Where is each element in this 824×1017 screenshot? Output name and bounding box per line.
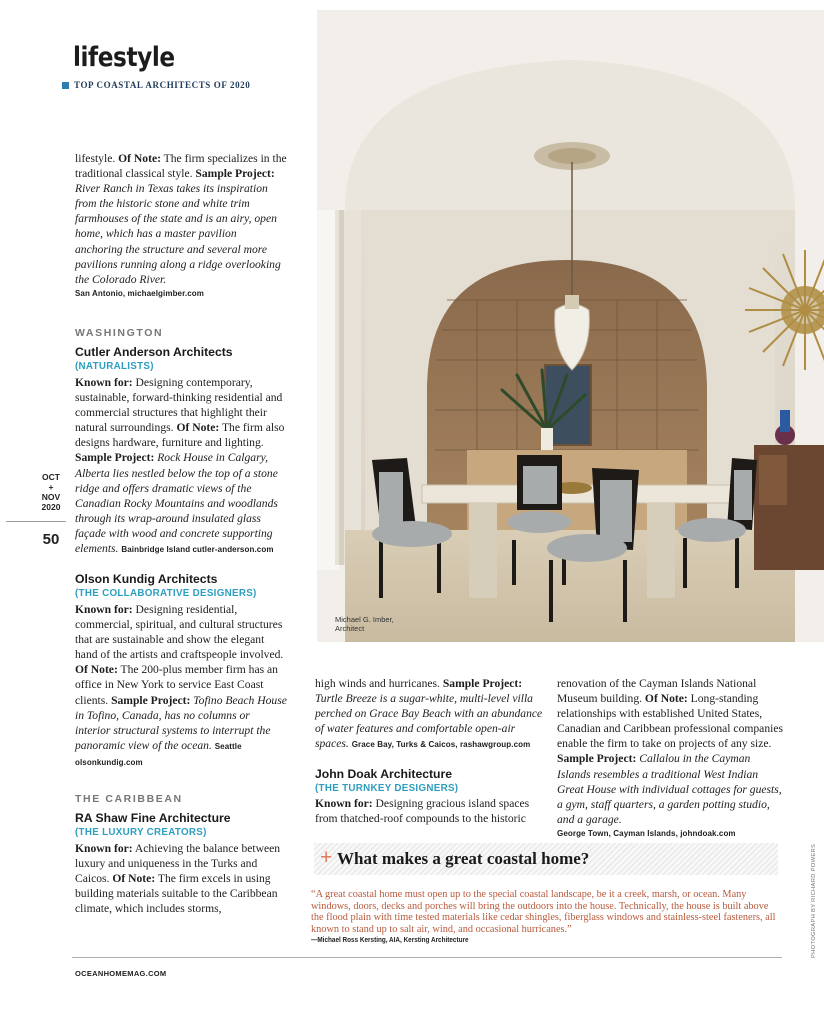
intro-paragraph xyxy=(75,151,287,287)
firm-body-olson xyxy=(75,602,287,770)
section-subtitle-row xyxy=(62,79,250,91)
note-label: Of Note: xyxy=(644,692,688,706)
firm-name-rashaw: RA Shaw Fine Architecture xyxy=(75,810,231,825)
firm-body-doak xyxy=(315,796,543,826)
intro-note-text: The firm specializes in the traditional classical style. xyxy=(75,152,287,181)
project-text: Rock House in Calgary, Alberta lies nestled below the top of a stone ridge and offers dramatic views of the Canadian Rocky Mountains and woodlands through its wrap-around insulated glass façade with wood and concrete supporting elements. xyxy=(75,451,278,555)
note-label: Of Note: xyxy=(75,663,118,677)
continued-text: renovation of the Cayman Islands National Museum building. xyxy=(557,677,757,706)
known-text: Designing residential, commercial, spiritual, and cultural structures that are sustainable and show the elegant hand of the artists and craftspeople involved. xyxy=(75,602,284,662)
note-text: The firm excels in using building materials suitable to the Caribbean climate, which includes storms, xyxy=(75,872,278,916)
project-text: Callalou in the Cayman Islands resembles a traditional West Indian Great House with individual cottages for guests, a gym, staff quarters, a garden potting studio, and a garage. xyxy=(557,752,782,826)
known-label: Known for: xyxy=(315,797,373,811)
folio-date xyxy=(36,472,66,512)
folio-plus: + xyxy=(48,482,54,492)
known-text: Designing gracious island spaces from thatched-roof compounds to the historic xyxy=(315,797,530,826)
footer-url: OCEANHOMEMAG.COM xyxy=(75,969,167,978)
dining-room-illustration xyxy=(317,10,824,642)
firm-tag-doak: (THE TURNKEY DESIGNERS) xyxy=(315,783,459,795)
photo-caption-line-1: Michael G. Imber, xyxy=(335,615,394,624)
firm-tag-olson: (THE COLLABORATIVE DESIGNERS) xyxy=(75,587,257,599)
photo-credit-vertical: PHOTOGRAPH BY RICHARD POWERS xyxy=(811,843,817,958)
project-label: Sample Project: xyxy=(442,677,523,690)
folio-month-1: OCT xyxy=(42,472,60,482)
firm-location-doak: George Town, Cayman Islands, johndoak.com xyxy=(557,828,736,838)
known-text: Achieving the balance between luxury and uniqueness in the Turks and Caicos. xyxy=(75,841,281,886)
project-label: Sample Project: xyxy=(75,451,155,465)
callout-quote-author: —Michael Ross Kersting, AIA, Kersting Architecture xyxy=(311,935,469,944)
project-label: Sample Project: xyxy=(557,752,637,766)
firm-name-doak: John Doak Architecture xyxy=(315,767,453,782)
plus-icon: + xyxy=(320,846,333,869)
intro-project-text: River Ranch in Texas takes its inspiration from the historic stone and white trim farmhouses of the state and is an airy, open home, which has a master pavilion anchoring the structure and several more pavilions running along a ridge overlooking the Colorado River. xyxy=(75,182,281,286)
middle-column xyxy=(315,676,543,827)
note-text: The 200-plus member firm has an office in New York to service East Coast clients. xyxy=(75,663,278,707)
firm-tag-rashaw: (THE LUXURY CREATORS) xyxy=(75,826,207,838)
continued-text: high winds and hurricanes. xyxy=(315,677,443,690)
page-number: 50 xyxy=(42,531,60,548)
folio-year: 2020 xyxy=(41,502,61,512)
firm-name-olson: Olson Kundig Architects xyxy=(75,571,218,586)
known-label: Known for: xyxy=(75,841,133,855)
firm-body-rashaw xyxy=(75,841,287,916)
photo-caption-line-2: Architect xyxy=(335,624,365,633)
firm-body-cutler xyxy=(75,375,287,557)
region-heading-caribbean: THE CARIBBEAN xyxy=(75,792,183,805)
firm-location-rashaw: Grace Bay, Turks & Caicos, rashawgroup.com xyxy=(351,740,531,750)
project-text: Turtle Breeze is a sugar-white, multi-level villa perched on Grace Bay Beach with an abundance of water features and comfortable open-air spaces. xyxy=(315,692,543,751)
hero-photo xyxy=(317,10,824,642)
section-subtitle: TOP COASTAL ARCHITECTS OF 2020 xyxy=(74,80,251,90)
firm-location-cutler: Bainbridge Island cutler-anderson.com xyxy=(121,544,274,554)
right-column xyxy=(557,676,783,841)
footer-divider xyxy=(72,957,782,958)
folio-month-2: NOV xyxy=(41,492,61,502)
project-text: Tofino Beach House in Tofino, Canada, has no columns or interior structural systems to interrupt the panoramic view of the ocean. xyxy=(75,693,287,752)
left-column xyxy=(75,151,287,916)
note-label: Of Note: xyxy=(176,421,220,435)
firm-tag-cutler: (NATURALISTS) xyxy=(75,360,154,372)
section-title: lifestyle xyxy=(73,42,175,73)
intro-project-label: Sample Project: xyxy=(195,167,275,181)
intro-note-label: Of Note: xyxy=(118,152,161,165)
known-text: Designing contemporary, sustainable, forward-thinking residential and commercial structures that highlight their natural surroundings. xyxy=(75,375,283,435)
note-label: Of Note: xyxy=(112,872,156,886)
photo-caption xyxy=(335,615,394,633)
callout-quote: “A great coastal home must open up to the special coastal landscape, be it a creek, marsh, or ocean. Many windows, doors, decks and porches will bring the outdoors into the house. Technically, the house is built above the flood plain with time tested materials like cedar shingles, fiberglass windows and stainless-steel fasteners, all known to stand up to salt air, wind, and occasional hurricanes.” xyxy=(311,889,776,935)
firm-location-olson: Seattle olsonkundig.com xyxy=(75,741,242,767)
intro-location: San Antonio, michaelgimber.com xyxy=(75,288,204,298)
firm-body-doak-continued xyxy=(557,676,783,827)
firm-body-rashaw-continued xyxy=(315,676,543,752)
region-heading-washington: WASHINGTON xyxy=(75,326,164,339)
project-label: Sample Project: xyxy=(111,693,191,707)
firm-name-cutler: Cutler Anderson Architects xyxy=(75,344,233,359)
known-label: Known for: xyxy=(75,602,133,616)
folio-divider xyxy=(6,521,66,522)
note-text: Long-standing relationships with established United States, Canadian and Caribbean professional companies enable the firm to take on projects of any size. xyxy=(557,692,784,751)
intro-lead: lifestyle. xyxy=(75,152,119,165)
note-text: The firm also designs hardware, furniture and lighting. xyxy=(75,421,285,450)
square-bullet-icon xyxy=(62,82,69,89)
callout-title: What makes a great coastal home? xyxy=(337,849,590,868)
known-label: Known for: xyxy=(75,375,133,389)
